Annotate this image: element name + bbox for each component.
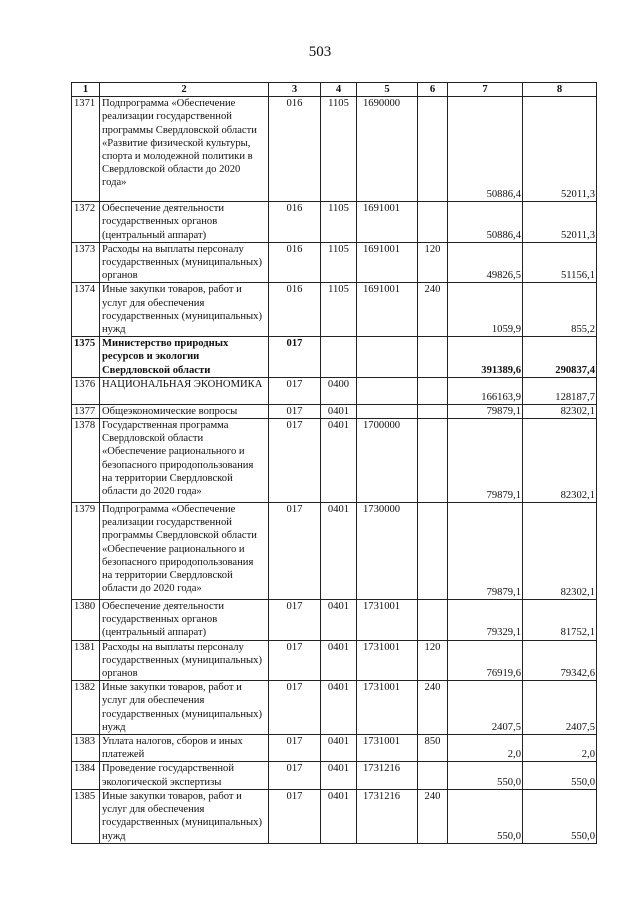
target-article-cell: 1731001 — [357, 640, 418, 681]
row-number-cell: 1374 — [72, 283, 100, 337]
ministry-code-cell: 017 — [269, 640, 321, 681]
amount-year1-cell: 550,0 — [448, 762, 523, 789]
column-header: 2 — [100, 83, 269, 97]
table-row — [72, 681, 597, 735]
expense-type-cell — [418, 600, 448, 641]
table-row — [72, 242, 597, 283]
ministry-code-cell: 016 — [269, 242, 321, 283]
column-header: 5 — [357, 83, 418, 97]
section-code-cell: 0401 — [321, 681, 357, 735]
ministry-code-cell: 017 — [269, 337, 321, 378]
column-header: 3 — [269, 83, 321, 97]
row-name-cell: Министерство природных ресурсов и экологии Свердловской области — [100, 337, 269, 378]
row-number-cell: 1382 — [72, 681, 100, 735]
budget-table — [71, 82, 597, 844]
row-number-cell: 1380 — [72, 600, 100, 641]
expense-type-cell: 850 — [418, 735, 448, 762]
row-name-cell: Расходы на выплаты персоналу государственных (муниципальных) органов — [100, 242, 269, 283]
table-row — [72, 377, 597, 404]
section-code-cell: 0401 — [321, 419, 357, 503]
amount-year1-cell: 50886,4 — [448, 202, 523, 243]
table-row — [72, 419, 597, 503]
table-row — [72, 735, 597, 762]
column-header: 8 — [523, 83, 597, 97]
section-code-cell: 0401 — [321, 600, 357, 641]
target-article-cell: 1731001 — [357, 681, 418, 735]
target-article-cell — [357, 337, 418, 378]
row-number-cell: 1377 — [72, 404, 100, 418]
section-code-cell: 0401 — [321, 404, 357, 418]
row-name-cell: Общеэкономические вопросы — [100, 404, 269, 418]
amount-year2-cell: 290837,4 — [523, 337, 597, 378]
ministry-code-cell: 017 — [269, 681, 321, 735]
expense-type-cell — [418, 419, 448, 503]
expense-type-cell — [418, 377, 448, 404]
row-name-cell: Подпрограмма «Обеспечение реализации государственной программы Свердловской области «Развитие физической культуры, спорта и молодежной политики в Свердловской области до 2020 года» — [100, 97, 269, 202]
row-number-cell: 1378 — [72, 419, 100, 503]
target-article-cell: 1731216 — [357, 789, 418, 843]
row-number-cell: 1384 — [72, 762, 100, 789]
section-code-cell: 0401 — [321, 789, 357, 843]
column-header: 6 — [418, 83, 448, 97]
target-article-cell — [357, 377, 418, 404]
row-name-cell: Государственная программа Свердловской области «Обеспечение рационального и безопасного природопользования на территории Свердловской области до 2020 года» — [100, 419, 269, 503]
expense-type-cell — [418, 97, 448, 202]
row-number-cell: 1376 — [72, 377, 100, 404]
expense-type-cell: 120 — [418, 242, 448, 283]
expense-type-cell: 120 — [418, 640, 448, 681]
target-article-cell: 1731001 — [357, 600, 418, 641]
row-number-cell: 1372 — [72, 202, 100, 243]
row-name-cell: Проведение государственной экологической экспертизы — [100, 762, 269, 789]
amount-year2-cell: 855,2 — [523, 283, 597, 337]
ministry-code-cell: 017 — [269, 419, 321, 503]
table-row — [72, 97, 597, 202]
ministry-code-cell: 017 — [269, 404, 321, 418]
amount-year2-cell: 550,0 — [523, 762, 597, 789]
ministry-code-cell: 017 — [269, 735, 321, 762]
column-header: 7 — [448, 83, 523, 97]
row-name-cell: НАЦИОНАЛЬНАЯ ЭКОНОМИКА — [100, 377, 269, 404]
column-header: 4 — [321, 83, 357, 97]
amount-year2-cell: 82302,1 — [523, 503, 597, 600]
ministry-code-cell: 017 — [269, 762, 321, 789]
amount-year1-cell: 79879,1 — [448, 503, 523, 600]
amount-year2-cell: 550,0 — [523, 789, 597, 843]
amount-year2-cell: 2,0 — [523, 735, 597, 762]
row-name-cell: Иные закупки товаров, работ и услуг для обеспечения государственных (муниципальных) нужд — [100, 283, 269, 337]
target-article-cell — [357, 404, 418, 418]
target-article-cell: 1690000 — [357, 97, 418, 202]
header-row — [72, 83, 597, 97]
ministry-code-cell: 017 — [269, 600, 321, 641]
amount-year1-cell: 76919,6 — [448, 640, 523, 681]
table-row — [72, 640, 597, 681]
row-name-cell: Обеспечение деятельности государственных органов (центральный аппарат) — [100, 202, 269, 243]
amount-year1-cell: 79329,1 — [448, 600, 523, 641]
target-article-cell: 1731216 — [357, 762, 418, 789]
expense-type-cell — [418, 503, 448, 600]
target-article-cell: 1691001 — [357, 242, 418, 283]
amount-year2-cell: 82302,1 — [523, 419, 597, 503]
row-name-cell: Иные закупки товаров, работ и услуг для обеспечения государственных (муниципальных) нужд — [100, 789, 269, 843]
row-name-cell: Обеспечение деятельности государственных органов (центральный аппарат) — [100, 600, 269, 641]
expense-type-cell — [418, 404, 448, 418]
section-code-cell — [321, 337, 357, 378]
target-article-cell: 1730000 — [357, 503, 418, 600]
row-name-cell: Подпрограмма «Обеспечение реализации государственной программы Свердловской области «Обеспечение рационального и безопасного природопользования на территории Свердловской области до 2020 года» — [100, 503, 269, 600]
table-row — [72, 337, 597, 378]
amount-year2-cell: 52011,3 — [523, 97, 597, 202]
target-article-cell: 1700000 — [357, 419, 418, 503]
table-row — [72, 503, 597, 600]
amount-year1-cell: 49826,5 — [448, 242, 523, 283]
target-article-cell: 1691001 — [357, 202, 418, 243]
section-code-cell: 0401 — [321, 762, 357, 789]
amount-year1-cell: 2,0 — [448, 735, 523, 762]
row-number-cell: 1383 — [72, 735, 100, 762]
section-code-cell: 1105 — [321, 202, 357, 243]
row-number-cell: 1385 — [72, 789, 100, 843]
expense-type-cell: 240 — [418, 789, 448, 843]
amount-year2-cell: 51156,1 — [523, 242, 597, 283]
table-row — [72, 762, 597, 789]
amount-year2-cell: 128187,7 — [523, 377, 597, 404]
amount-year1-cell: 79879,1 — [448, 404, 523, 418]
ministry-code-cell: 016 — [269, 283, 321, 337]
amount-year2-cell: 82302,1 — [523, 404, 597, 418]
column-header: 1 — [72, 83, 100, 97]
row-number-cell: 1375 — [72, 337, 100, 378]
table-row — [72, 789, 597, 843]
row-number-cell: 1381 — [72, 640, 100, 681]
expense-type-cell — [418, 202, 448, 243]
row-number-cell: 1371 — [72, 97, 100, 202]
table-row — [72, 600, 597, 641]
ministry-code-cell: 016 — [269, 97, 321, 202]
expense-type-cell — [418, 337, 448, 378]
amount-year1-cell: 166163,9 — [448, 377, 523, 404]
row-name-cell: Расходы на выплаты персоналу государственных (муниципальных) органов — [100, 640, 269, 681]
page-number: 503 — [308, 44, 332, 60]
section-code-cell: 0401 — [321, 735, 357, 762]
amount-year1-cell: 1059,9 — [448, 283, 523, 337]
amount-year1-cell: 50886,4 — [448, 97, 523, 202]
ministry-code-cell: 017 — [269, 789, 321, 843]
amount-year1-cell: 391389,6 — [448, 337, 523, 378]
expense-type-cell: 240 — [418, 283, 448, 337]
row-number-cell: 1373 — [72, 242, 100, 283]
table-body — [72, 83, 597, 844]
amount-year2-cell: 52011,3 — [523, 202, 597, 243]
row-name-cell: Уплата налогов, сборов и иных платежей — [100, 735, 269, 762]
target-article-cell: 1691001 — [357, 283, 418, 337]
expense-type-cell — [418, 762, 448, 789]
amount-year2-cell: 79342,6 — [523, 640, 597, 681]
section-code-cell: 1105 — [321, 283, 357, 337]
table-row — [72, 404, 597, 418]
amount-year2-cell: 81752,1 — [523, 600, 597, 641]
section-code-cell: 0400 — [321, 377, 357, 404]
amount-year1-cell: 550,0 — [448, 789, 523, 843]
row-name-cell: Иные закупки товаров, работ и услуг для обеспечения государственных (муниципальных) нужд — [100, 681, 269, 735]
section-code-cell: 0401 — [321, 503, 357, 600]
table-row — [72, 202, 597, 243]
amount-year1-cell: 79879,1 — [448, 419, 523, 503]
section-code-cell: 0401 — [321, 640, 357, 681]
ministry-code-cell: 017 — [269, 503, 321, 600]
amount-year2-cell: 2407,5 — [523, 681, 597, 735]
row-number-cell: 1379 — [72, 503, 100, 600]
section-code-cell: 1105 — [321, 97, 357, 202]
expense-type-cell: 240 — [418, 681, 448, 735]
section-code-cell: 1105 — [321, 242, 357, 283]
ministry-code-cell: 016 — [269, 202, 321, 243]
table-row — [72, 283, 597, 337]
target-article-cell: 1731001 — [357, 735, 418, 762]
ministry-code-cell: 017 — [269, 377, 321, 404]
amount-year1-cell: 2407,5 — [448, 681, 523, 735]
